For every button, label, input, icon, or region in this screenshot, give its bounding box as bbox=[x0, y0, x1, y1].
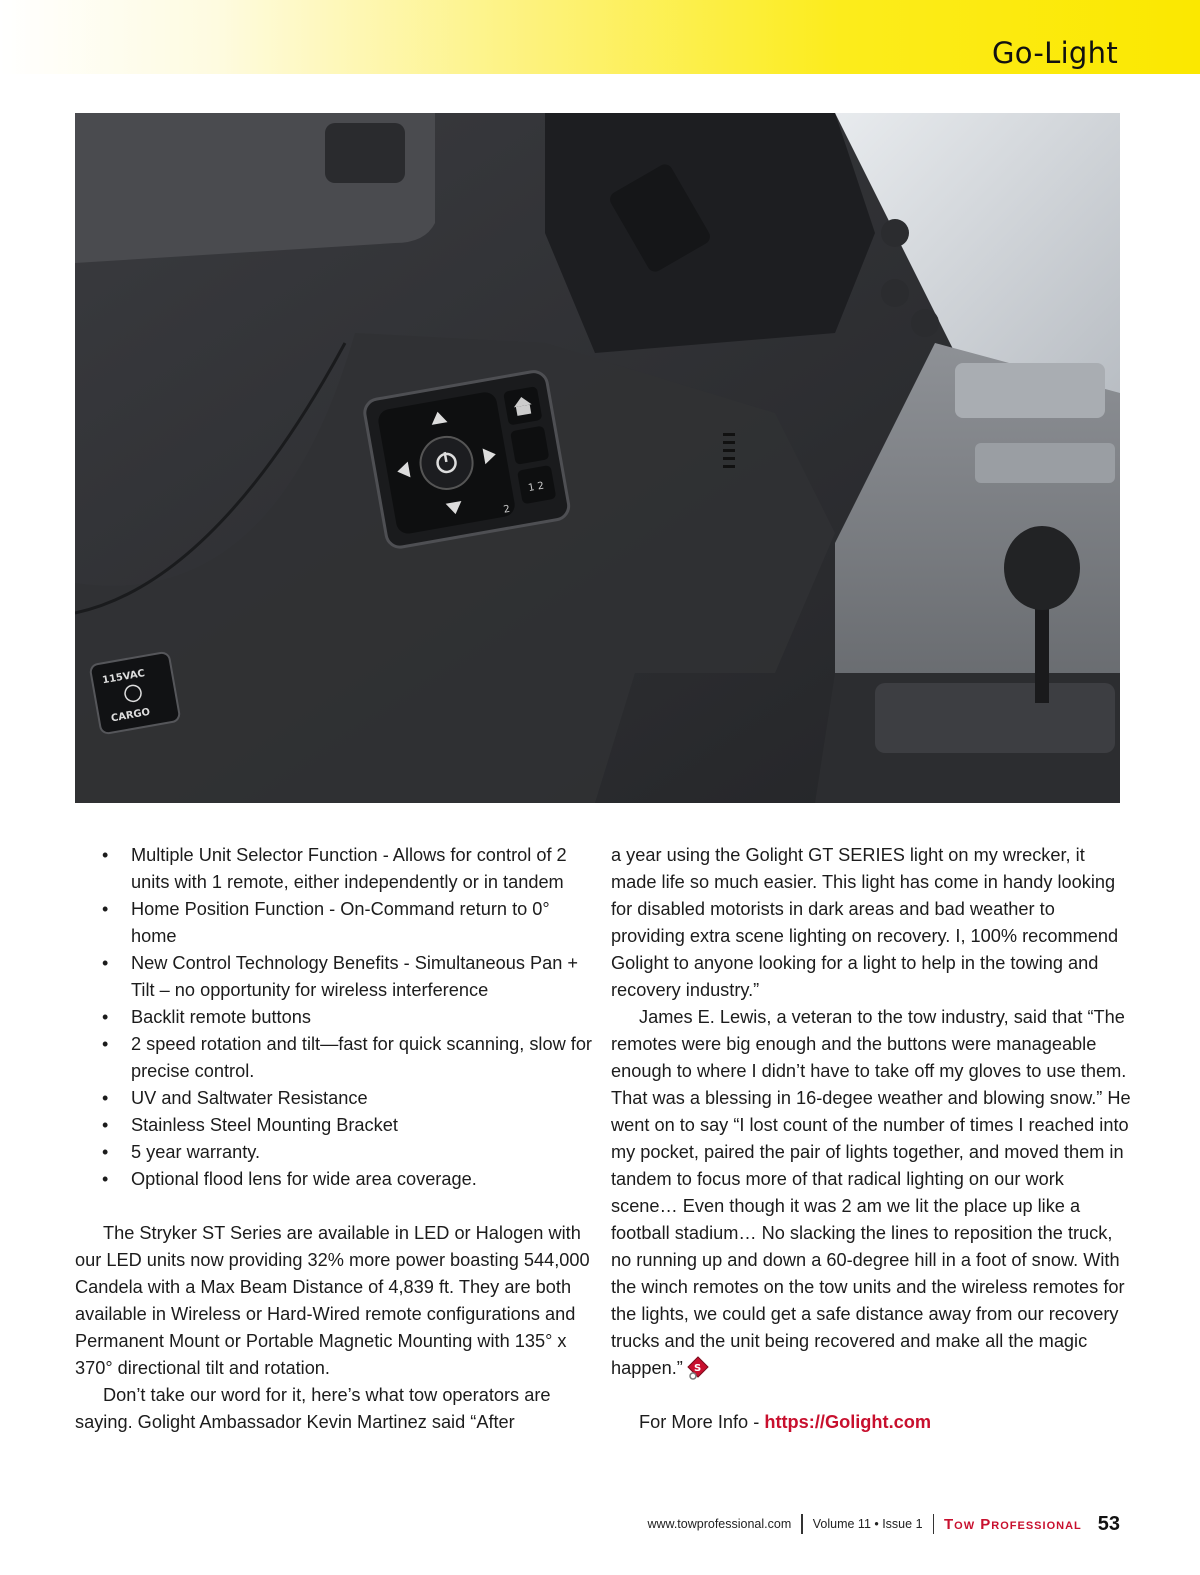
page-footer bbox=[647, 1512, 1120, 1536]
body-paragraph bbox=[611, 1004, 1131, 1382]
article-end-icon bbox=[687, 1356, 709, 1380]
left-column bbox=[75, 842, 595, 1436]
feature-item: • Optional flood lens for wide area coverage. bbox=[75, 1166, 595, 1193]
footer-divider bbox=[933, 1514, 935, 1534]
footer-volume: Volume 11 • Issue 1 bbox=[812, 1517, 923, 1531]
body-paragraph: The Stryker ST Series are available in LED or Halogen with our LED units now providing 32% more power boasting 544,000 Candela with a Max Beam Distance of 4,839 ft. They are both available in Wireless or Hard-Wired remote configurations and Permanent Mount or Portable Magnetic Mounting with 135° x 370° directional tilt and rotation. bbox=[75, 1223, 590, 1378]
more-info-label: For More Info - bbox=[639, 1412, 765, 1432]
body-paragraph: Don’t take our word for it, here’s what tow operators are saying. Golight Ambassador Kevin Martinez said “After bbox=[75, 1385, 551, 1432]
feature-item: • Backlit remote buttons bbox=[75, 1004, 595, 1031]
article-photo bbox=[75, 113, 1120, 803]
outlet-label-115vac: 115VAC bbox=[101, 668, 146, 687]
feature-item: • 5 year warranty. bbox=[75, 1139, 595, 1166]
page-number: 53 bbox=[1097, 1512, 1120, 1535]
quote-lewis: James E. Lewis, a veteran to the tow industry, said that “The remotes were big enough and the buttons were manageable enough to where I didn’t have to take off my gloves to use them. That was a blessing in 16-degee weather and blowing snow.” He went on to say “I lost count of the number of times I reached into my pocket, paired the pair of lights together, and moved them in tandem to focus more of that radical lighting on our work scene… Even though it was 2 am we lit the place up like a football stadium… No slacking the lines to reposition the truck, no running up and down a 60-degree hill in a foot of snow. With the winch remotes on the tow units and the wireless remotes for the lights, we could get a safe distance away from our recovery trucks and the unit being recovered and make all the magic happen.” bbox=[611, 1007, 1131, 1378]
right-column bbox=[611, 842, 1131, 1436]
more-info bbox=[611, 1409, 1131, 1436]
photo-dashboard-remote bbox=[75, 113, 1120, 803]
outlet-label-cargo: CARGO bbox=[110, 706, 152, 725]
golight-link[interactable]: https://Golight.com bbox=[764, 1412, 932, 1432]
section-title: Go-Light bbox=[992, 36, 1118, 70]
quote-continuation: a year using the Golight GT SERIES light on my wrecker, it made life so much easier. This light has come in handy looking for disabled motorists in dark areas and bad weather to providing extra scene lighting on recovery. I, 100% recommend Golight to anyone looking for a light to help in the towing and recovery industry.” bbox=[611, 845, 1119, 1000]
svg-text:S: S bbox=[693, 1363, 702, 1374]
remote-label-12: 1 2 bbox=[527, 480, 545, 495]
remote-label-2: 2 bbox=[502, 503, 511, 516]
feature-list bbox=[75, 842, 595, 1193]
feature-item: • 2 speed rotation and tilt—fast for quick scanning, slow for precise control. bbox=[75, 1031, 595, 1085]
body-paragraph bbox=[611, 842, 1131, 1004]
footer-brand: Tow Professional bbox=[944, 1515, 1082, 1533]
feature-item: • Multiple Unit Selector Function - Allows for control of 2 units with 1 remote, either independently or in tandem bbox=[75, 842, 595, 896]
footer-website: www.towprofessional.com bbox=[647, 1517, 792, 1531]
feature-item: • New Control Technology Benefits - Simultaneous Pan + Tilt – no opportunity for wireless interference bbox=[75, 950, 595, 1004]
feature-item: • UV and Saltwater Resistance bbox=[75, 1085, 595, 1112]
feature-item: • Stainless Steel Mounting Bracket bbox=[75, 1112, 595, 1139]
footer-divider bbox=[801, 1514, 803, 1534]
feature-item: • Home Position Function - On-Command return to 0° home bbox=[75, 896, 595, 950]
